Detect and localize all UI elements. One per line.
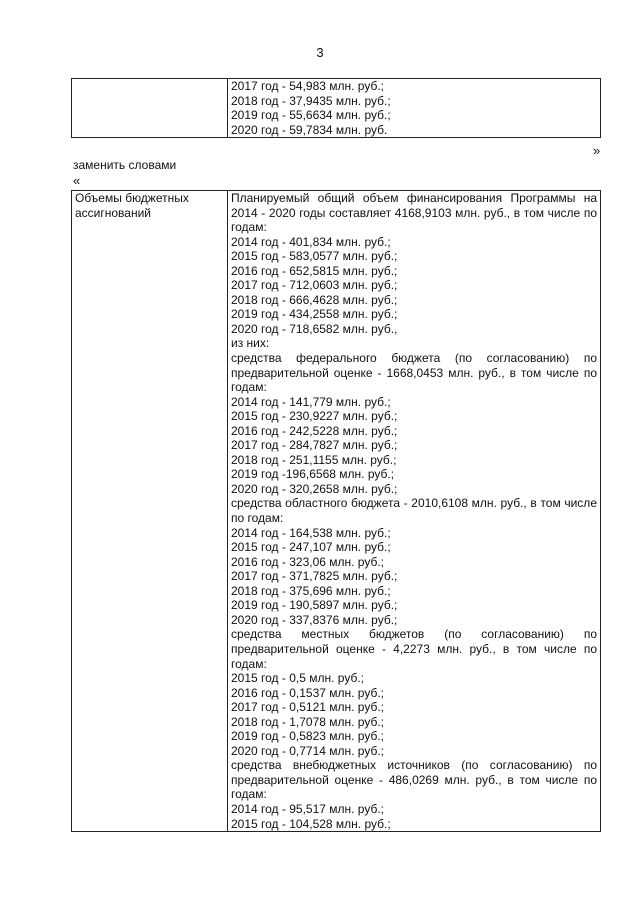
year-line: 2017 год - 54,983 млн. руб.; <box>231 79 385 93</box>
intro-paragraph: Планируемый общий объем финансирования Программы на 2014 - 2020 годы составляет 4168,9103 млн. руб., в том числе по годам: <box>231 191 597 235</box>
row-label: Объемы бюджетных ассигнований <box>75 191 189 220</box>
year-line: 2019 год -196,6568 млн. руб.; <box>231 467 395 482</box>
replace-text: заменить словами <box>73 158 177 172</box>
year-line: 2017 год - 371,7825 млн. руб.; <box>231 569 398 584</box>
year-line: 2018 год - 37,9435 млн. руб.; <box>231 93 391 108</box>
year-line: 2020 год - 59,7834 млн. руб. <box>231 122 388 137</box>
year-line: 2015 год - 104,528 млн. руб.; <box>231 816 391 831</box>
page-number: 3 <box>316 45 324 60</box>
year-line: 2019 год - 190,5897 млн. руб.; <box>231 598 398 613</box>
year-line: 2016 год - 323,06 млн. руб.; <box>231 554 385 569</box>
label-cell <box>72 191 228 832</box>
year-line: 2019 год - 0,5823 млн. руб.; <box>231 729 385 744</box>
table-row <box>72 79 601 138</box>
year-line: 2015 год - 247,107 млн. руб.; <box>231 540 391 555</box>
year-line: 2014 год - 401,834 млн. руб.; <box>231 234 391 249</box>
year-line: 2016 год - 652,5815 млн. руб.; <box>231 263 398 278</box>
year-line: 2020 год - 320,2658 млн. руб.; <box>231 481 398 496</box>
closing-quote: » <box>593 143 601 158</box>
year-line: 2020 год - 718,6582 млн. руб., <box>231 321 398 336</box>
year-line: 2015 год - 230,9227 млн. руб.; <box>231 409 398 424</box>
year-line: 2016 год - 242,5228 млн. руб.; <box>231 423 398 438</box>
year-line: 2017 год - 284,7827 млн. руб.; <box>231 438 398 453</box>
regional-intro: средства областного бюджета - 2010,6108 млн. руб., в том числе по годам: <box>231 496 597 526</box>
federal-intro: средства федерального бюджета (по согласованию) по предварительной оценке - 1668,0453 млн. руб., в том числе по годам: <box>231 351 597 395</box>
table-row <box>72 191 601 832</box>
opening-quote: « <box>73 173 81 188</box>
year-line: 2018 год - 666,4628 млн. руб.; <box>231 292 398 307</box>
empty-label-cell <box>72 79 228 138</box>
budget-table <box>71 190 601 832</box>
extrabudget-intro: средства внебюджетных источников (по согласованию) по предварительной оценке - 486,0269 млн. руб., в том числе по годам: <box>231 758 597 802</box>
of-them-text: из них: <box>231 336 270 351</box>
year-line: 2016 год - 0,1537 млн. руб.; <box>231 685 385 700</box>
funding-cell <box>228 79 601 138</box>
year-line: 2015 год - 583,0577 млн. руб.; <box>231 249 398 264</box>
year-line: 2018 год - 251,1155 млн. руб.; <box>231 452 397 467</box>
year-line: 2020 год - 0,7714 млн. руб.; <box>231 743 385 758</box>
year-line: 2019 год - 55,6634 млн. руб.; <box>231 108 391 122</box>
year-line: 2020 год - 337,8376 млн. руб.; <box>231 612 398 627</box>
local-intro: средства местных бюджетов (по согласованию) по предварительной оценке - 4,2273 млн. руб., в том числе по годам: <box>231 627 597 671</box>
year-line: 2015 год - 0,5 млн. руб.; <box>231 671 364 686</box>
continued-table <box>71 78 601 138</box>
year-line: 2014 год - 164,538 млн. руб.; <box>231 525 391 540</box>
year-line: 2017 год - 0,5121 млн. руб.; <box>231 700 385 715</box>
year-line: 2018 год - 375,696 млн. руб.; <box>231 583 391 598</box>
year-line: 2014 год - 95,517 млн. руб.; <box>231 801 385 816</box>
year-line: 2019 год - 434,2558 млн. руб.; <box>231 307 398 322</box>
year-line: 2018 год - 1,7078 млн. руб.; <box>231 714 385 729</box>
year-line: 2014 год - 141,779 млн. руб.; <box>231 394 391 409</box>
year-line: 2017 год - 712,0603 млн. руб.; <box>231 278 398 293</box>
funding-cell <box>228 191 601 832</box>
